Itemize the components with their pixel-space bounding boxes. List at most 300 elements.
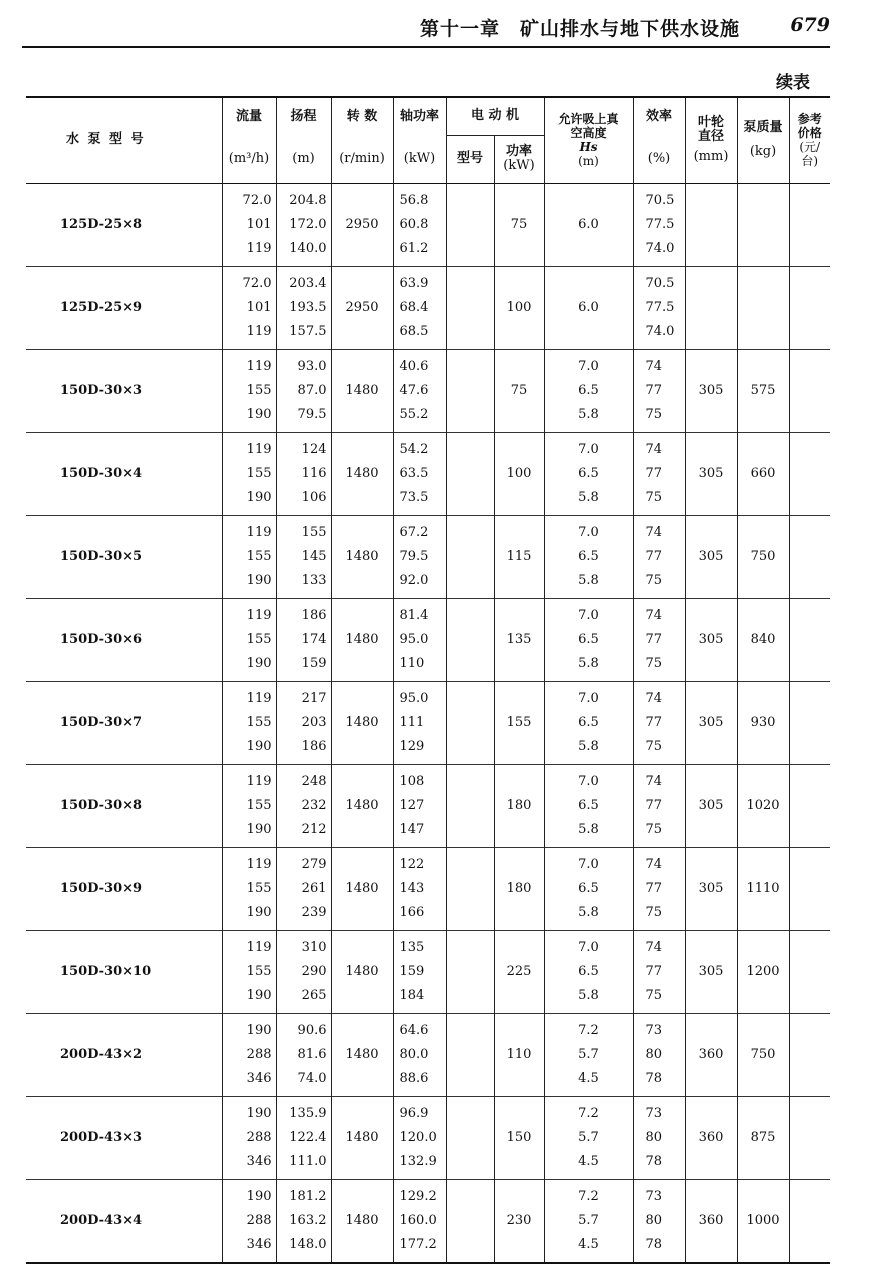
- cell-head-value: 116: [301, 466, 327, 481]
- cell-head-value: 186: [301, 739, 327, 754]
- cell-shaft-power-value: 129.2: [399, 1189, 437, 1204]
- cell-head: [276, 515, 331, 598]
- cell-impeller: 305: [685, 432, 737, 515]
- cell-head-value: 90.6: [297, 1023, 327, 1038]
- cell-mass: 840: [737, 598, 789, 681]
- cell-mass: 575: [737, 349, 789, 432]
- cell-motor-type: [446, 349, 494, 432]
- cell-shaft-power-value: 108: [399, 774, 425, 789]
- cell-head-value: 106: [301, 490, 327, 505]
- cell-shaft-power-value: 120.0: [399, 1130, 437, 1145]
- col-shaft-power-unit: (kW): [393, 135, 446, 183]
- cell-flow-value: 155: [246, 798, 272, 813]
- cell-impeller: 360: [685, 1013, 737, 1096]
- cell-suction-value: 5.8: [578, 739, 599, 754]
- cell-flow-value: 190: [246, 656, 272, 671]
- cell-head: [276, 349, 331, 432]
- cell-shaft-power-value: 143: [399, 881, 425, 896]
- col-speed: 转 数: [331, 97, 393, 135]
- cell-efficiency: [633, 515, 685, 598]
- cell-flow-value: 288: [246, 1047, 272, 1062]
- cell-mass: 1000: [737, 1179, 789, 1263]
- cell-shaft-power-value: 47.6: [399, 383, 429, 398]
- cell-flow: [222, 1013, 276, 1096]
- cell-head-value: 248: [301, 774, 327, 789]
- cell-motor-type: [446, 598, 494, 681]
- cell-efficiency-value: 80: [645, 1213, 663, 1228]
- cell-mass: [737, 266, 789, 349]
- cell-mass: 1020: [737, 764, 789, 847]
- cell-suction-value: 7.0: [578, 940, 599, 955]
- cell-efficiency-value: 74: [645, 442, 663, 457]
- cell-mass: 1110: [737, 847, 789, 930]
- cell-shaft-power: [393, 681, 446, 764]
- cell-flow: [222, 515, 276, 598]
- cell-flow-value: 155: [246, 549, 272, 564]
- cell-mass: 660: [737, 432, 789, 515]
- cell-flow-value: 190: [246, 1189, 272, 1204]
- cell-model: 125D-25×9: [60, 300, 143, 315]
- cell-motor-power: 115: [494, 515, 544, 598]
- cell-price: [789, 598, 830, 681]
- col-motor-power: [494, 135, 544, 183]
- cell-motor-power: 180: [494, 847, 544, 930]
- cell-flow-value: 119: [246, 241, 272, 256]
- cell-shaft-power-value: 111: [399, 715, 425, 730]
- cell-head: [276, 432, 331, 515]
- table-row: [26, 183, 830, 266]
- cell-flow-value: 346: [246, 1154, 272, 1169]
- cell-impeller: 305: [685, 930, 737, 1013]
- cell-head-value: 140.0: [289, 241, 327, 256]
- cell-suction-value: 7.0: [578, 359, 599, 374]
- col-speed-unit: (r/min): [331, 135, 393, 183]
- cell-efficiency: [633, 266, 685, 349]
- cell-price: [789, 764, 830, 847]
- cell-shaft-power-value: 110: [399, 656, 425, 671]
- cell-flow-value: 190: [246, 988, 272, 1003]
- cell-efficiency-value: 77: [645, 466, 663, 481]
- table-row: [26, 1096, 830, 1179]
- cell-shaft-power-value: 177.2: [399, 1237, 437, 1252]
- cell-shaft-power: [393, 598, 446, 681]
- cell-head: [276, 598, 331, 681]
- cell-suction-value: 7.0: [578, 691, 599, 706]
- table-row: [26, 598, 830, 681]
- cell-speed: 1480: [331, 681, 393, 764]
- cell-shaft-power-value: 135: [399, 940, 425, 955]
- cell-suction: [544, 930, 633, 1013]
- cell-model: 200D-43×3: [60, 1130, 143, 1145]
- col-mass: [737, 97, 789, 183]
- cell-suction-value: 5.8: [578, 905, 599, 920]
- cell-motor-type: [446, 432, 494, 515]
- cell-shaft-power: [393, 266, 446, 349]
- col-efficiency: 效率: [633, 97, 685, 135]
- cell-efficiency-value: 74: [645, 608, 663, 623]
- cell-flow-value: 155: [246, 466, 272, 481]
- cell-flow-value: 288: [246, 1213, 272, 1228]
- cell-flow-value: 190: [246, 573, 272, 588]
- cell-efficiency-value: 75: [645, 407, 663, 422]
- col-impeller: [685, 97, 737, 183]
- table-body: [26, 183, 830, 1263]
- cell-efficiency-value: 77: [645, 798, 663, 813]
- cell-impeller: 360: [685, 1096, 737, 1179]
- cell-flow-value: 119: [246, 608, 272, 623]
- cell-head: [276, 266, 331, 349]
- cell-shaft-power-value: 68.5: [399, 324, 429, 339]
- cell-motor-type: [446, 515, 494, 598]
- cell-motor-power: 155: [494, 681, 544, 764]
- cell-head-value: 186: [301, 608, 327, 623]
- cell-flow-value: 72.0: [242, 193, 272, 208]
- cell-motor-power: 135: [494, 598, 544, 681]
- cell-shaft-power-value: 95.0: [399, 691, 429, 706]
- cell-head: [276, 847, 331, 930]
- cell-flow-value: 190: [246, 1106, 272, 1121]
- col-flow: 流量: [222, 97, 276, 135]
- cell-head: [276, 1179, 331, 1263]
- cell-price: [789, 930, 830, 1013]
- col-motor: 电 动 机: [446, 97, 544, 135]
- cell-shaft-power-value: 95.0: [399, 632, 429, 647]
- cell-efficiency: [633, 1096, 685, 1179]
- cell-head-value: 93.0: [297, 359, 327, 374]
- cell-efficiency: [633, 1013, 685, 1096]
- col-motor-power-label: 功率: [505, 144, 532, 159]
- cell-price: [789, 349, 830, 432]
- cell-flow-value: 155: [246, 881, 272, 896]
- cell-efficiency: [633, 847, 685, 930]
- cell-shaft-power-value: 160.0: [399, 1213, 437, 1228]
- cell-shaft-power: [393, 930, 446, 1013]
- cell-flow: [222, 1179, 276, 1263]
- cell-speed: 1480: [331, 1179, 393, 1263]
- cell-motor-power: 180: [494, 764, 544, 847]
- cell-efficiency-value: 73: [645, 1189, 663, 1204]
- col-motor-type: 型号: [446, 135, 494, 183]
- cell-efficiency-value: 77: [645, 881, 663, 896]
- cell-speed: 2950: [331, 266, 393, 349]
- cell-efficiency-value: 73: [645, 1106, 663, 1121]
- cell-suction-value: 6.5: [578, 632, 599, 647]
- cell-flow: [222, 847, 276, 930]
- cell-price: [789, 1096, 830, 1179]
- cell-head-value: 203: [301, 715, 327, 730]
- cell-shaft-power-value: 122: [399, 857, 425, 872]
- cell-flow-value: 190: [246, 407, 272, 422]
- cell-impeller: 305: [685, 598, 737, 681]
- cell-motor-type: [446, 1096, 494, 1179]
- cell-efficiency-value: 75: [645, 905, 663, 920]
- cell-head-value: 145: [301, 549, 327, 564]
- cell-head-value: 133: [301, 573, 327, 588]
- cell-suction-value: 7.0: [578, 774, 599, 789]
- col-price-unit: (元/台): [799, 140, 821, 169]
- col-motor-power-unit: (kW): [503, 158, 535, 173]
- cell-flow-value: 190: [246, 822, 272, 837]
- cell-motor-type: [446, 183, 494, 266]
- cell-head-value: 232: [301, 798, 327, 813]
- table-row: [26, 266, 830, 349]
- cell-efficiency-value: 74: [645, 525, 663, 540]
- cell-suction-value: 7.2: [578, 1106, 599, 1121]
- cell-efficiency-value: 78: [645, 1071, 663, 1086]
- cell-speed: 1480: [331, 349, 393, 432]
- cell-price: [789, 681, 830, 764]
- cell-suction-value: 5.8: [578, 490, 599, 505]
- cell-suction-value: 7.0: [578, 525, 599, 540]
- cell-suction-value: 5.7: [578, 1213, 599, 1228]
- cell-shaft-power-value: 92.0: [399, 573, 429, 588]
- cell-speed: 1480: [331, 1096, 393, 1179]
- cell-efficiency-value: 74.0: [645, 241, 675, 256]
- cell-head-value: 290: [301, 964, 327, 979]
- cell-flow: [222, 764, 276, 847]
- cell-head-value: 87.0: [297, 383, 327, 398]
- page-number: 679: [790, 14, 830, 36]
- col-shaft-power: 轴功率: [393, 97, 446, 135]
- cell-efficiency: [633, 681, 685, 764]
- col-mass-unit: (kg): [749, 144, 777, 160]
- cell-head-value: 310: [301, 940, 327, 955]
- cell-shaft-power-value: 64.6: [399, 1023, 429, 1038]
- cell-efficiency-value: 74: [645, 359, 663, 374]
- cell-suction-value: 7.0: [578, 442, 599, 457]
- cell-efficiency-value: 75: [645, 988, 663, 1003]
- cell-shaft-power-value: 40.6: [399, 359, 429, 374]
- cell-head-value: 124: [301, 442, 327, 457]
- cell-model: 150D-30×7: [60, 715, 143, 730]
- cell-suction-value: 5.7: [578, 1047, 599, 1062]
- cell-suction-value: 4.5: [578, 1237, 599, 1252]
- cell-head-value: 111.0: [289, 1154, 327, 1169]
- cell-efficiency-value: 77: [645, 964, 663, 979]
- cell-efficiency-value: 74: [645, 940, 663, 955]
- chapter-title: 第十一章 矿山排水与地下供水设施: [420, 18, 741, 40]
- col-suction-label: 允许吸上真空高度: [558, 112, 619, 141]
- cell-speed: 1480: [331, 1013, 393, 1096]
- cell-shaft-power-value: 81.4: [399, 608, 429, 623]
- cell-flow-value: 346: [246, 1237, 272, 1252]
- cell-efficiency-value: 77.5: [645, 300, 675, 315]
- cell-efficiency-value: 77: [645, 632, 663, 647]
- cell-price: [789, 266, 830, 349]
- cell-shaft-power-value: 56.8: [399, 193, 429, 208]
- cell-head-value: 122.4: [289, 1130, 327, 1145]
- cell-suction-value: 6.5: [578, 715, 599, 730]
- cell-head-value: 279: [301, 857, 327, 872]
- cell-motor-power: 150: [494, 1096, 544, 1179]
- cell-shaft-power-value: 166: [399, 905, 425, 920]
- cell-model: 125D-25×8: [60, 217, 143, 232]
- cell-price: [789, 432, 830, 515]
- table-row: [26, 432, 830, 515]
- cell-flow-value: 119: [246, 525, 272, 540]
- cell-motor-type: [446, 1013, 494, 1096]
- col-flow-unit: (m³/h): [222, 135, 276, 183]
- cell-price: [789, 1013, 830, 1096]
- cell-head: [276, 1013, 331, 1096]
- cell-head-value: 203.4: [289, 276, 327, 291]
- cell-mass: 930: [737, 681, 789, 764]
- cell-shaft-power-value: 79.5: [399, 549, 429, 564]
- table-row: [26, 764, 830, 847]
- cell-flow-value: 190: [246, 490, 272, 505]
- cell-shaft-power: [393, 515, 446, 598]
- cell-efficiency: [633, 349, 685, 432]
- cell-head-value: 172.0: [289, 217, 327, 232]
- cell-speed: 1480: [331, 515, 393, 598]
- cell-impeller: 305: [685, 764, 737, 847]
- cell-price: [789, 847, 830, 930]
- cell-suction-value: 5.8: [578, 822, 599, 837]
- cell-flow-value: 346: [246, 1071, 272, 1086]
- cell-shaft-power-value: 88.6: [399, 1071, 429, 1086]
- cell-efficiency-value: 80: [645, 1130, 663, 1145]
- cell-flow-value: 101: [246, 217, 272, 232]
- table-row: [26, 349, 830, 432]
- cell-head: [276, 1096, 331, 1179]
- cell-model: 150D-30×9: [60, 881, 143, 896]
- cell-suction: [544, 847, 633, 930]
- cell-head-value: 261: [301, 881, 327, 896]
- cell-shaft-power: [393, 183, 446, 266]
- cell-suction-value: 6.0: [578, 300, 599, 315]
- cell-motor-power: 225: [494, 930, 544, 1013]
- cell-head: [276, 681, 331, 764]
- cell-shaft-power-value: 147: [399, 822, 425, 837]
- cell-flow-value: 119: [246, 359, 272, 374]
- cell-efficiency-value: 74: [645, 857, 663, 872]
- cell-motor-type: [446, 847, 494, 930]
- cell-suction-value: 6.5: [578, 466, 599, 481]
- cell-head-value: 265: [301, 988, 327, 1003]
- cell-head-value: 181.2: [289, 1189, 327, 1204]
- cell-motor-type: [446, 681, 494, 764]
- cell-efficiency-value: 73: [645, 1023, 663, 1038]
- continued-label: 续表: [776, 73, 810, 93]
- cell-flow-value: 155: [246, 964, 272, 979]
- col-efficiency-unit: (%): [633, 135, 685, 183]
- cell-motor-type: [446, 1179, 494, 1263]
- col-suction-symbol: Hs: [579, 140, 598, 155]
- col-price: [789, 97, 830, 183]
- cell-shaft-power: [393, 349, 446, 432]
- cell-model: 200D-43×4: [60, 1213, 143, 1228]
- cell-head-value: 155: [301, 525, 327, 540]
- cell-suction: [544, 349, 633, 432]
- cell-suction: [544, 432, 633, 515]
- col-suction: [544, 97, 633, 183]
- cell-flow: [222, 930, 276, 1013]
- cell-flow: [222, 681, 276, 764]
- cell-shaft-power-value: 61.2: [399, 241, 429, 256]
- cell-efficiency: [633, 930, 685, 1013]
- col-mass-label: 泵质量: [743, 120, 783, 136]
- table-row: [26, 1179, 830, 1263]
- cell-suction-value: 7.0: [578, 608, 599, 623]
- cell-suction: [544, 1096, 633, 1179]
- cell-flow-value: 119: [246, 442, 272, 457]
- cell-shaft-power: [393, 764, 446, 847]
- table-row: [26, 930, 830, 1013]
- cell-motor-power: 230: [494, 1179, 544, 1263]
- cell-efficiency-value: 74: [645, 691, 663, 706]
- pump-spec-table: [26, 96, 830, 1264]
- cell-shaft-power-value: 127: [399, 798, 425, 813]
- cell-efficiency-value: 77.5: [645, 217, 675, 232]
- cell-flow-value: 155: [246, 715, 272, 730]
- cell-shaft-power-value: 184: [399, 988, 425, 1003]
- cell-suction-value: 5.7: [578, 1130, 599, 1145]
- col-impeller-unit: (mm): [693, 149, 729, 165]
- cell-suction: [544, 266, 633, 349]
- cell-impeller: [685, 183, 737, 266]
- cell-suction: [544, 764, 633, 847]
- cell-shaft-power-value: 63.9: [399, 276, 429, 291]
- col-impeller-label: 叶轮直径: [697, 115, 724, 145]
- cell-suction: [544, 598, 633, 681]
- table-row: [26, 681, 830, 764]
- cell-efficiency-value: 78: [645, 1237, 663, 1252]
- cell-flow: [222, 266, 276, 349]
- cell-head-value: 217: [301, 691, 327, 706]
- cell-head-value: 74.0: [297, 1071, 327, 1086]
- col-head: 扬程: [276, 97, 331, 135]
- cell-suction-value: 6.0: [578, 217, 599, 232]
- cell-efficiency-value: 74.0: [645, 324, 675, 339]
- cell-efficiency-value: 77: [645, 715, 663, 730]
- cell-efficiency: [633, 183, 685, 266]
- cell-price: [789, 183, 830, 266]
- cell-motor-power: 75: [494, 349, 544, 432]
- cell-shaft-power-value: 54.2: [399, 442, 429, 457]
- cell-flow: [222, 183, 276, 266]
- cell-suction-value: 6.5: [578, 549, 599, 564]
- cell-suction: [544, 1013, 633, 1096]
- cell-speed: 1480: [331, 930, 393, 1013]
- cell-model: 150D-30×10: [60, 964, 152, 979]
- cell-flow-value: 72.0: [242, 276, 272, 291]
- cell-head-value: 79.5: [297, 407, 327, 422]
- cell-head: [276, 183, 331, 266]
- cell-impeller: 305: [685, 349, 737, 432]
- cell-efficiency-value: 75: [645, 739, 663, 754]
- cell-speed: 1480: [331, 598, 393, 681]
- cell-shaft-power-value: 73.5: [399, 490, 429, 505]
- cell-speed: 1480: [331, 432, 393, 515]
- table-row: [26, 515, 830, 598]
- cell-efficiency-value: 75: [645, 490, 663, 505]
- cell-efficiency-value: 75: [645, 573, 663, 588]
- cell-head-value: 204.8: [289, 193, 327, 208]
- cell-shaft-power-value: 55.2: [399, 407, 429, 422]
- cell-head-value: 135.9: [289, 1106, 327, 1121]
- cell-head-value: 174: [301, 632, 327, 647]
- cell-suction-value: 7.2: [578, 1189, 599, 1204]
- cell-impeller: 305: [685, 681, 737, 764]
- cell-suction-value: 6.5: [578, 964, 599, 979]
- cell-head-value: 148.0: [289, 1237, 327, 1252]
- cell-suction-value: 6.5: [578, 881, 599, 896]
- cell-flow: [222, 598, 276, 681]
- cell-mass: 750: [737, 1013, 789, 1096]
- cell-motor-type: [446, 930, 494, 1013]
- col-head-unit: (m): [276, 135, 331, 183]
- cell-efficiency-value: 70.5: [645, 193, 675, 208]
